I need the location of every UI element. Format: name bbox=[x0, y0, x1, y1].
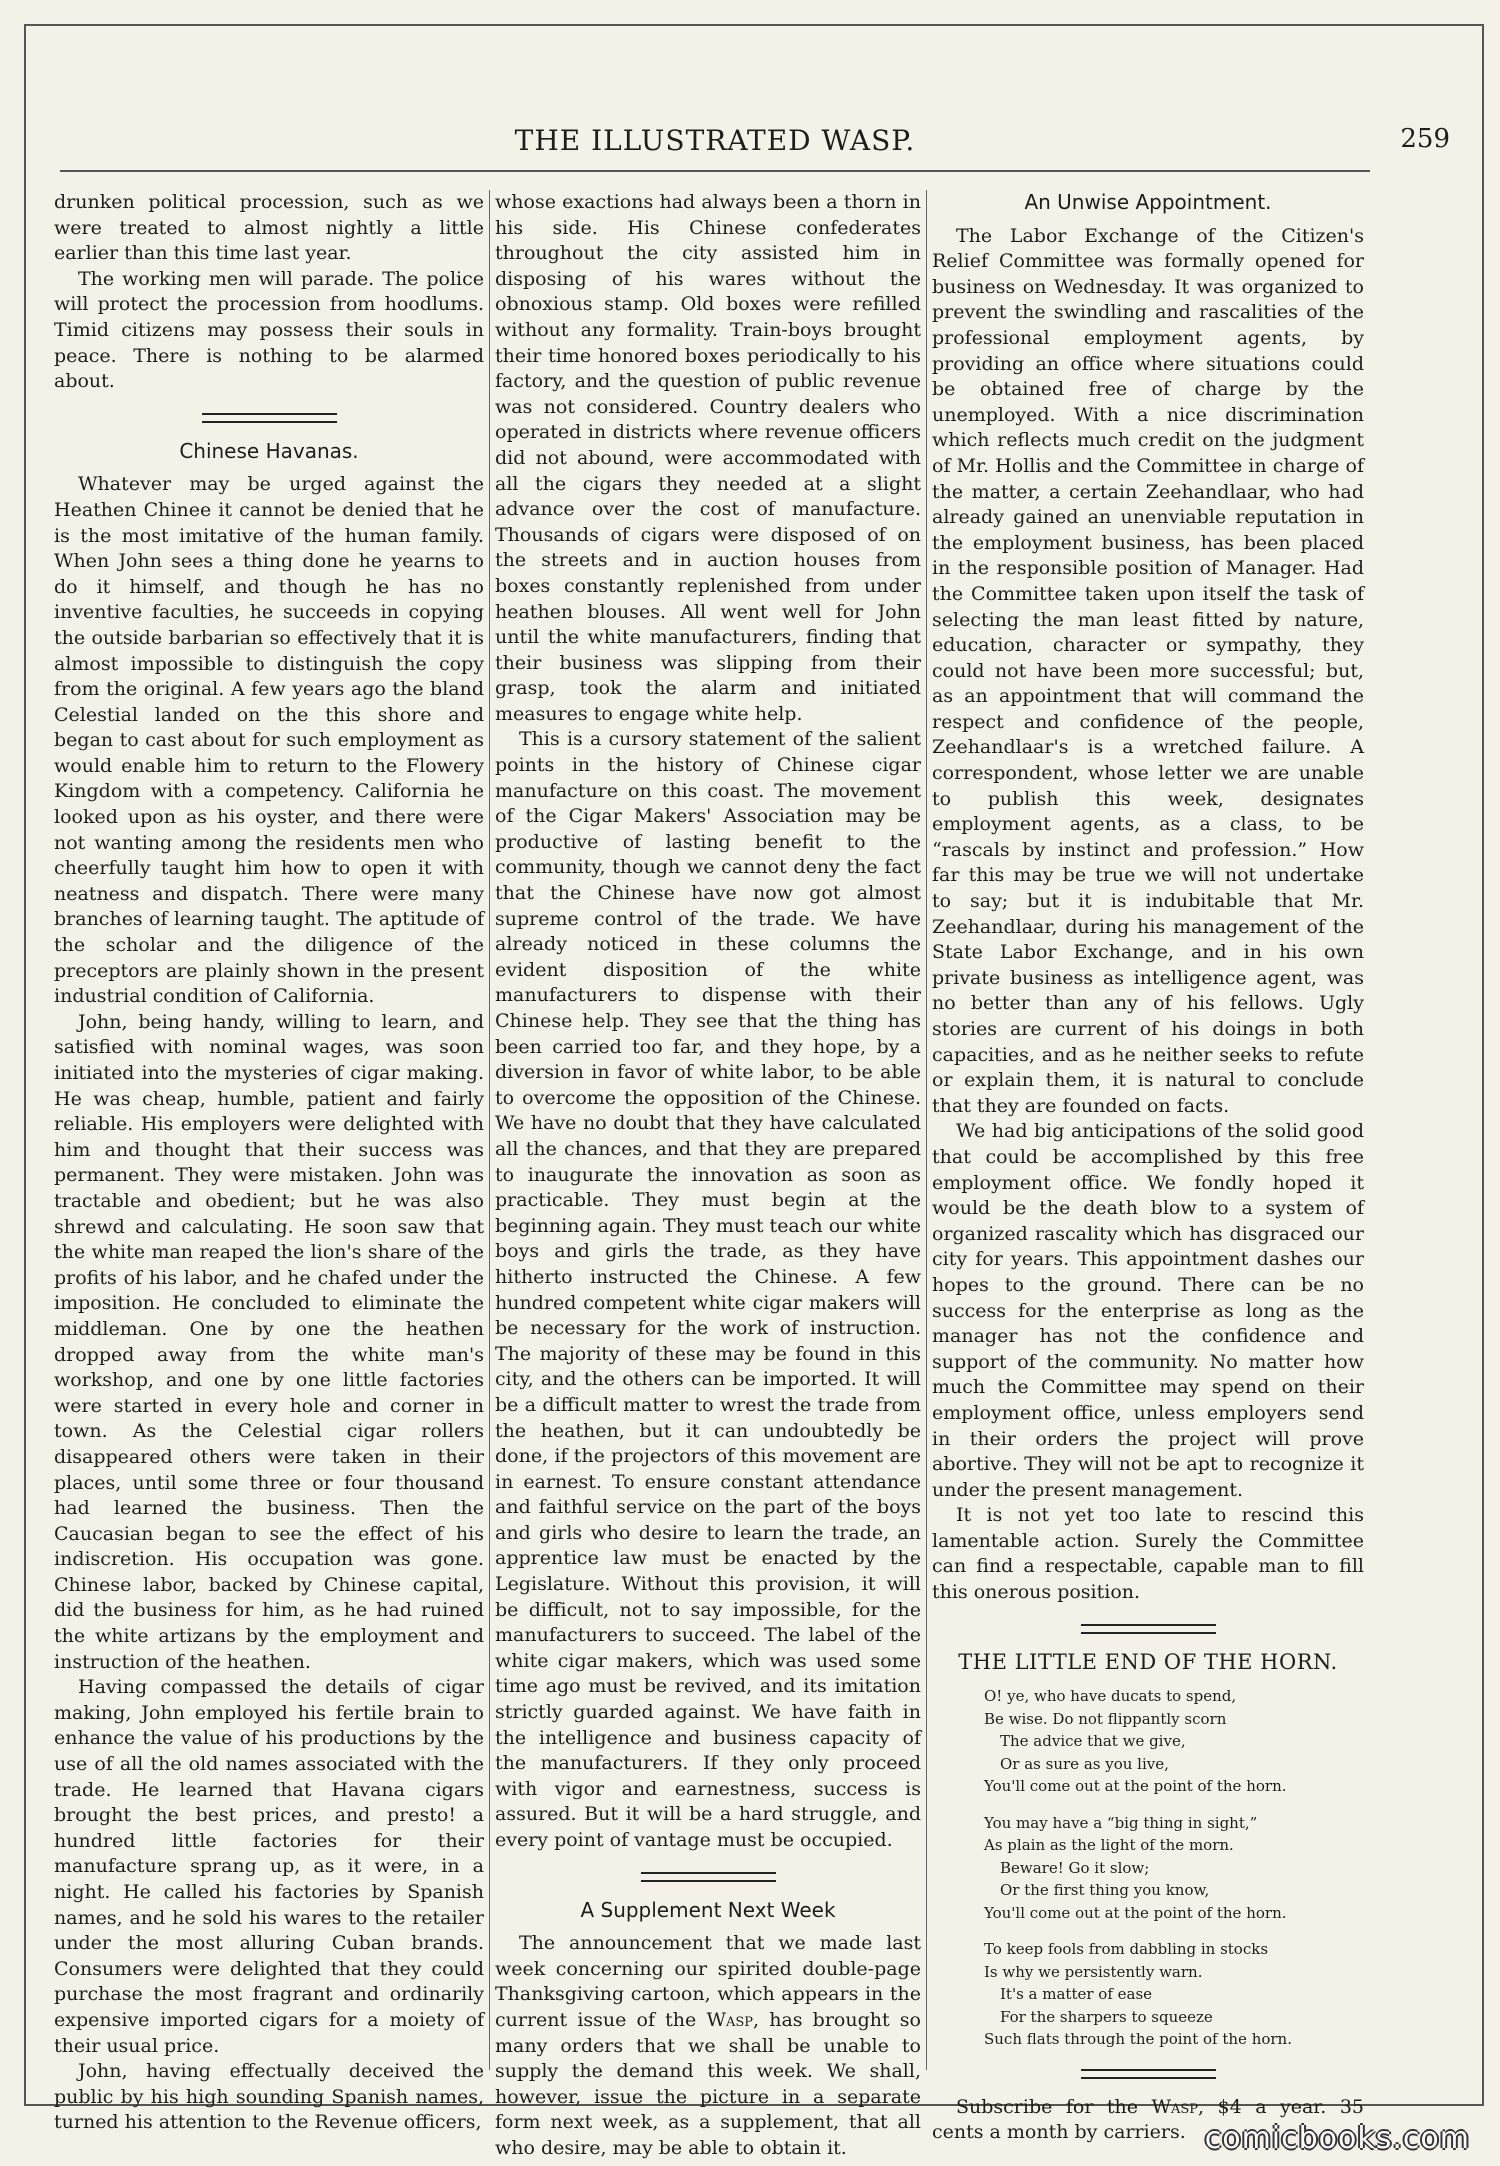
poem-line: Is why we persistently warn. bbox=[984, 1962, 1203, 1981]
poem-line: Such flats through the point of the horn. bbox=[984, 2030, 1292, 2049]
poem-stanza bbox=[984, 1685, 1364, 1798]
poem-line: You may have a “big thing in sight,” bbox=[984, 1813, 1258, 1832]
poem-line: Or as sure as you live, bbox=[1000, 1754, 1169, 1773]
poem-line: The advice that we give, bbox=[1000, 1732, 1186, 1751]
page-header bbox=[60, 120, 1450, 172]
paragraph: We had big anticipations of the solid good that could be accomplished by this free employment office. We fondly hoped it would be the death blow to a system of organized rascality which has disgraced our city for years. This appointment dashes our hopes to the ground. There can be no success for the enterprise as long as the manager has not the confidence and support of the community. No matter how much the Committee may spend on their employment office, unless employers send in their orders the project will prove abortive. They will not be apt to recognize it under the present management. bbox=[932, 1120, 1364, 1501]
column-middle bbox=[495, 190, 921, 2159]
paragraph: Whatever may be urged against the Heathen Chinee it cannot be denied that he is the most imitative of the human family. When John sees a thing done he yearns to do it himself, and though he has no inventive faculties, he succeeds in copying the outside barbarian so effectively that it is almost impossible to distinguish the copy from the original. A few years ago the bland Celestial landed on the this shore and began to cast about for such employment as would enable him to return to the Flowery Kingdom with a competency. California he looked upon as his oyster, and there were not wanting among the residents men who cheerfully taught him how to open it with neatness and dispatch. There were many branches of learning taught. The aptitude of the scholar and the diligence of the preceptors are plainly shown in the present industrial condition of California. bbox=[54, 473, 484, 1008]
column-right bbox=[932, 190, 1364, 2144]
poem bbox=[984, 1685, 1364, 2051]
text-run: Subscribe for the bbox=[956, 2095, 1152, 2118]
section-separator bbox=[641, 1872, 776, 1882]
paragraph: drunken political procession, such as we were treated to almost nightly a little earlier than this time last year. bbox=[54, 191, 484, 265]
watermark: comicbooks.com bbox=[1204, 2121, 1470, 2156]
paragraph: John, having effectually deceived the public by his high sounding Spanish names, turned his attention to the Revenue officers, bbox=[54, 2060, 484, 2134]
poem-line: You'll come out at the point of the horn. bbox=[984, 1777, 1287, 1796]
poem-line: It's a matter of ease bbox=[1000, 1985, 1153, 2004]
article-heading-chinese-havanas: Chinese Havanas. bbox=[179, 438, 359, 463]
text-run: The announcement that we made last week concerning our spirited double-page Thanksgiving cartoon, which appears in the current issue of the bbox=[495, 1932, 921, 2031]
paragraph: John, being handy, willing to learn, and satisfied with nominal wages, was soon initiated into the mysteries of cigar making. He was cheap, humble, patient and fairly reliable. His employers were delighted with him and thought that their success was permanent. They were mistaken. John was tractable and obedient; but he was also shrewd and calculating. He soon saw that the white man reaped the lion's share of the profits of his labor, and he chafed under the imposition. He concluded to eliminate the middleman. One by one the heathen dropped away from the white man's workshop, and one by one little factories were started in every hole and corner in town. As the Celestial cigar rollers disappeared others were taken in their places, until some three or four thousand had learned the business. Then the Caucasian began to see the effect of his indiscretion. His occupation was gone. Chinese labor, backed by Chinese capital, did the business for him, as he had ruined the white artizans by the employment and instruction of the heathen. bbox=[54, 1010, 484, 1673]
paragraph: It is not yet too late to rescind this lamentable action. Surely the Committee can find a respectable, capable man to fill this onerous position. bbox=[932, 1504, 1364, 1604]
poem-line: O! ye, who have ducats to spend, bbox=[984, 1687, 1237, 1706]
wasp-name: Wasp bbox=[706, 2008, 754, 2031]
poem-line: Be wise. Do not flippantly scorn bbox=[984, 1709, 1227, 1728]
paragraph: Having compassed the details of cigar making, John employed his fertile brain to enhance the value of his productions by the use of all the old names associated with the trade. He learned that Havana cigars brought the best prices, and presto! a hundred little factories for their manufacture sprang up, as it were, in a night. He called his factories by Spanish names, and he sold his wares to the retailer under the most alluring Cuban brands. Consumers were delighted that they could purchase the most fragrant and ordinarily expensive imported cigars for a moiety of their usual price. bbox=[54, 1676, 484, 2057]
poem-title: THE LITTLE END OF THE HORN. bbox=[958, 1649, 1338, 1674]
article-heading-unwise-appointment: An Unwise Appointment. bbox=[1024, 190, 1272, 214]
section-separator bbox=[1081, 1624, 1216, 1634]
poem-line: Or the first thing you know, bbox=[1000, 1881, 1210, 1900]
column-divider bbox=[489, 190, 490, 2070]
paragraph: The working men will parade. The police will protect the procession from hoodlums. Timid citizens may possess their souls in peace. There is nothing to be alarmed about. bbox=[54, 267, 484, 393]
poem-stanza bbox=[984, 1812, 1364, 1925]
section-separator bbox=[202, 413, 337, 423]
poem-line: Beware! Go it slow; bbox=[1000, 1858, 1150, 1877]
poem-line: To keep fools from dabbling in stocks bbox=[984, 1940, 1269, 1959]
text-run: , has brought so many orders that we shall be unable to supply the demand this week. We shall, however, issue the picture in a separate form next week, as a supplement, that all who desire, may be able to obtain it. bbox=[495, 2008, 921, 2159]
poem-stanza bbox=[984, 1938, 1364, 2051]
poem-line: You'll come out at the point of the horn. bbox=[984, 1903, 1287, 1922]
paragraph bbox=[495, 1931, 921, 2161]
article-heading-supplement: A Supplement Next Week bbox=[580, 1897, 836, 1922]
masthead-title: THE ILLUSTRATED WASP. bbox=[514, 124, 916, 157]
page-number: 259 bbox=[1400, 124, 1450, 154]
column-divider bbox=[926, 190, 927, 2070]
text-run: , $4 a year. 35 cents a month by carriers. bbox=[932, 2095, 1364, 2144]
poem-line: As plain as the light of the morn. bbox=[984, 1836, 1234, 1855]
section-separator bbox=[1081, 2069, 1216, 2079]
poem-line: For the sharpers to squeeze bbox=[1000, 2007, 1213, 2026]
column-left bbox=[54, 190, 484, 2134]
paragraph: whose exactions had always been a thorn in his side. His Chinese confederates throughout the city assisted him in disposing of his wares without the obnoxious stamp. Old boxes were refilled without any formality. Train-boys brought their time honored boxes periodically to his factory, and the question of public revenue was not considered. Country dealers who operated in districts where revenue officers did not abound, were accommodated with all the cigars they needed at a slight advance over the cost of manufacture. Thousands of cigars were disposed of on the streets and in auction houses from boxes constantly replenished from under heathen blouses. All went well for John until the white manufacturers, finding that their business was slipping from their grasp, took the alarm and initiated measures to engage white help. bbox=[495, 191, 921, 725]
paragraph: The Labor Exchange of the Citizen's Relief Committee was formally opened for business on Wednesday. It was organized to prevent the swindling and rascalities of the professional employment agents, by providing an office where situations could be obtained free of charge by the unemployed. With a nice discrimination which reflects much credit on the judgment of Mr. Hollis and the Committee in charge of the matter, a certain Zeehandlaar, who had already gained an unenviable reputation in the employment business, has been placed in the responsible position of Manager. Had the Committee taken upon itself the task of selecting the man least fitted by nature, education, character or sympathy, they could not have been more successful; but, as an appointment that will command the respect and confidence of the people, Zeehandlaar's is a wretched failure. A correspondent, whose letter we are unable to publish this week, designates employment agents, as a class, to be “rascals by instinct and profession.” How far this may be true we will not undertake to say; but it is indubitable that Mr. Zeehandlaar, during his management of the State Labor Exchange, and in his own private business as intelligence agent, was no better than any of his fellows. Ugly stories are current of his doings in both capacities, and as he neither seeks to refute or explain them, it is natural to conclude that they are founded on facts. bbox=[932, 224, 1364, 1117]
wasp-name: Wasp bbox=[1151, 2095, 1199, 2118]
paragraph: This is a cursory statement of the salient points in the history of Chinese cigar manufacture on this coast. The movement of the Cigar Makers' Association may be productive of lasting benefit to the community, though we cannot deny the fact that the Chinese have now got almost supreme control of the trade. We have already noticed in these columns the evident disposition of the white manufacturers to dispense with their Chinese help. They see that the thing has been carried too far, and they hope, by a diversion in favor of white labor, to be able to overcome the opposition of the Chinese. We have no doubt that they have calculated all the chances, and that they are prepared to inaugurate the innovation as soon as practicable. They must begin at the beginning again. They must teach our white boys and girls the trade, as they have hitherto instructed the Chinese. A few hundred competent white cigar makers will be necessary for the work of instruction. The majority of these may be found in this city, and the others can be imported. It will be a difficult matter to wrest the trade from the heathen, but it can undoubtedly be done, if the projectors of this movement are in earnest. To ensure constant attendance and faithful service on the part of the boys and girls who desire to learn the trade, an apprentice law must be enacted by the Legislature. Without this provision, it will be difficult, not to say impossible, for the manufacturers to succeed. The label of the white cigar makers, which was used some time ago must be revived, and its imitation strictly guarded against. We have faith in the intelligence and business capacity of the manufacturers. If they only proceed with vigor and earnestness, success is assured. But it will be a hard struggle, and every point of vantage must be occupied. bbox=[495, 728, 921, 1851]
